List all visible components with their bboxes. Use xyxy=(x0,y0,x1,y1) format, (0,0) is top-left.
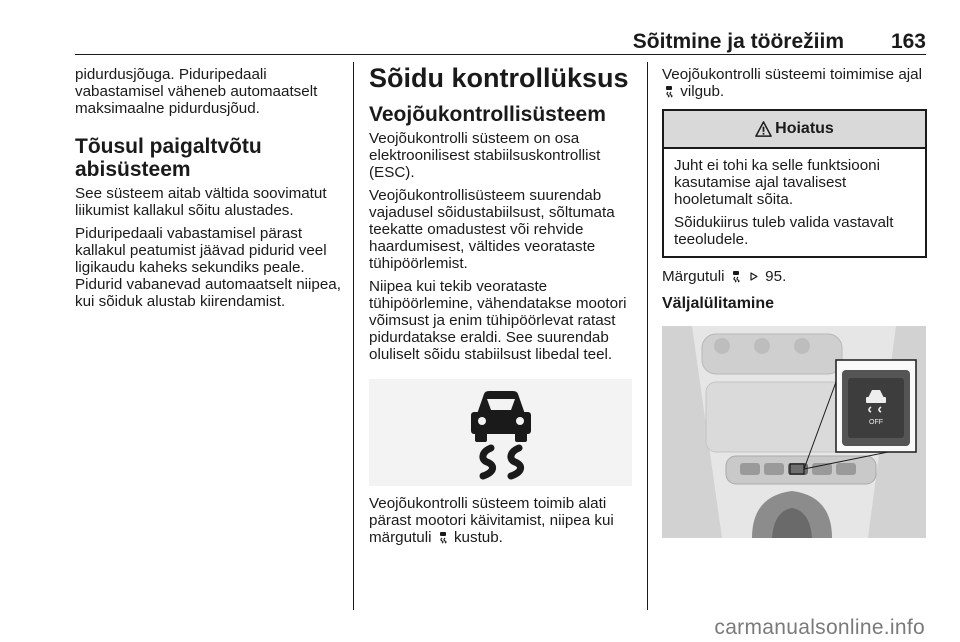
column-divider xyxy=(353,62,354,610)
traction-control-indicator-icon xyxy=(438,531,448,544)
traction-control-indicator-icon xyxy=(731,270,741,283)
section-title: Sõidu kontrollüksus xyxy=(369,63,629,93)
paragraph: Märgutuli 95. xyxy=(662,268,787,285)
center-console-photo xyxy=(662,326,926,538)
paragraph: Veojõukontrollisüsteem suurendab vajadusel sõidustabiilsust, sõltumata teekatte omadustest või rehvide haardumisest, vältides veorataste tühipöörlemist. xyxy=(369,187,615,272)
off-button-label: OFF xyxy=(869,419,883,426)
page-reference-arrow-icon xyxy=(749,270,759,283)
traction-control-symbol-image xyxy=(369,379,632,486)
hill-start-assist-heading: Tõusul paigaltvõtu abisüsteem xyxy=(75,135,262,181)
page-header xyxy=(75,30,926,54)
paragraph: Piduripedaali vabastamisel pärast kallakul peatumist jäävad pidurid veel ligikaudu kaheks sekundiks peale. Pidurid vabanevad automaatselt niipea, kui sõiduk alustab kiirendamist. xyxy=(75,225,341,310)
column-3 xyxy=(662,66,927,538)
paragraph: Veojõukontrolli süsteem toimib alati pärast mootori käivitamist, niipea kui märgutuli kustub. xyxy=(369,495,614,546)
paragraph: See süsteem aitab vältida soovimatut liikumist kallakul sõitu alustades. xyxy=(75,185,327,219)
chapter-title: Sõitmine ja töörežiim xyxy=(632,30,844,53)
warning-header xyxy=(664,111,925,149)
watermark: carmanualsonline.info xyxy=(714,616,925,639)
warning-text: Sõidukiirus tuleb valida vastavalt teeoludele. xyxy=(674,214,894,248)
warning-title: Hoiatus xyxy=(775,120,834,137)
paragraph: pidurdusjõuga. Piduripedaali vabastamisel väheneb automaatselt maksimaalne pidurdusjõud. xyxy=(75,66,318,117)
paragraph: Niipea kui tekib veorataste tühipöörlemine, vähendatakse mootori võimsust ja enim tühipöörlevat ratast pidurdatakse eraldi. See suurendab oluliselt sõidu stabiilsust libedal teel. xyxy=(369,278,627,363)
paragraph: Veojõukontrolli süsteemi toimimise ajal vilgub. xyxy=(662,66,922,100)
column-divider xyxy=(647,62,648,610)
header-rule xyxy=(75,54,926,55)
warning-triangle-icon xyxy=(755,121,772,138)
warning-text: Juht ei tohi ka selle funktsiooni kasutamise ajal tavalisest hooletumalt sõita. xyxy=(674,157,880,208)
traction-control-indicator-icon xyxy=(664,85,674,98)
paragraph: Veojõukontrolli süsteem on osa elektroonilisest stabiilsuskontrollist (ESC). xyxy=(369,130,601,181)
deactivation-heading: Väljalülitamine xyxy=(662,295,775,312)
column-1 xyxy=(75,66,343,310)
console-illustration xyxy=(662,326,926,538)
traction-control-heading: Veojõukontrollisüsteem xyxy=(369,103,606,126)
warning-body xyxy=(664,149,925,256)
page-number: 163 xyxy=(890,30,926,53)
warning-box xyxy=(662,109,927,258)
traction-control-icon xyxy=(451,384,551,482)
column-2 xyxy=(369,63,634,546)
